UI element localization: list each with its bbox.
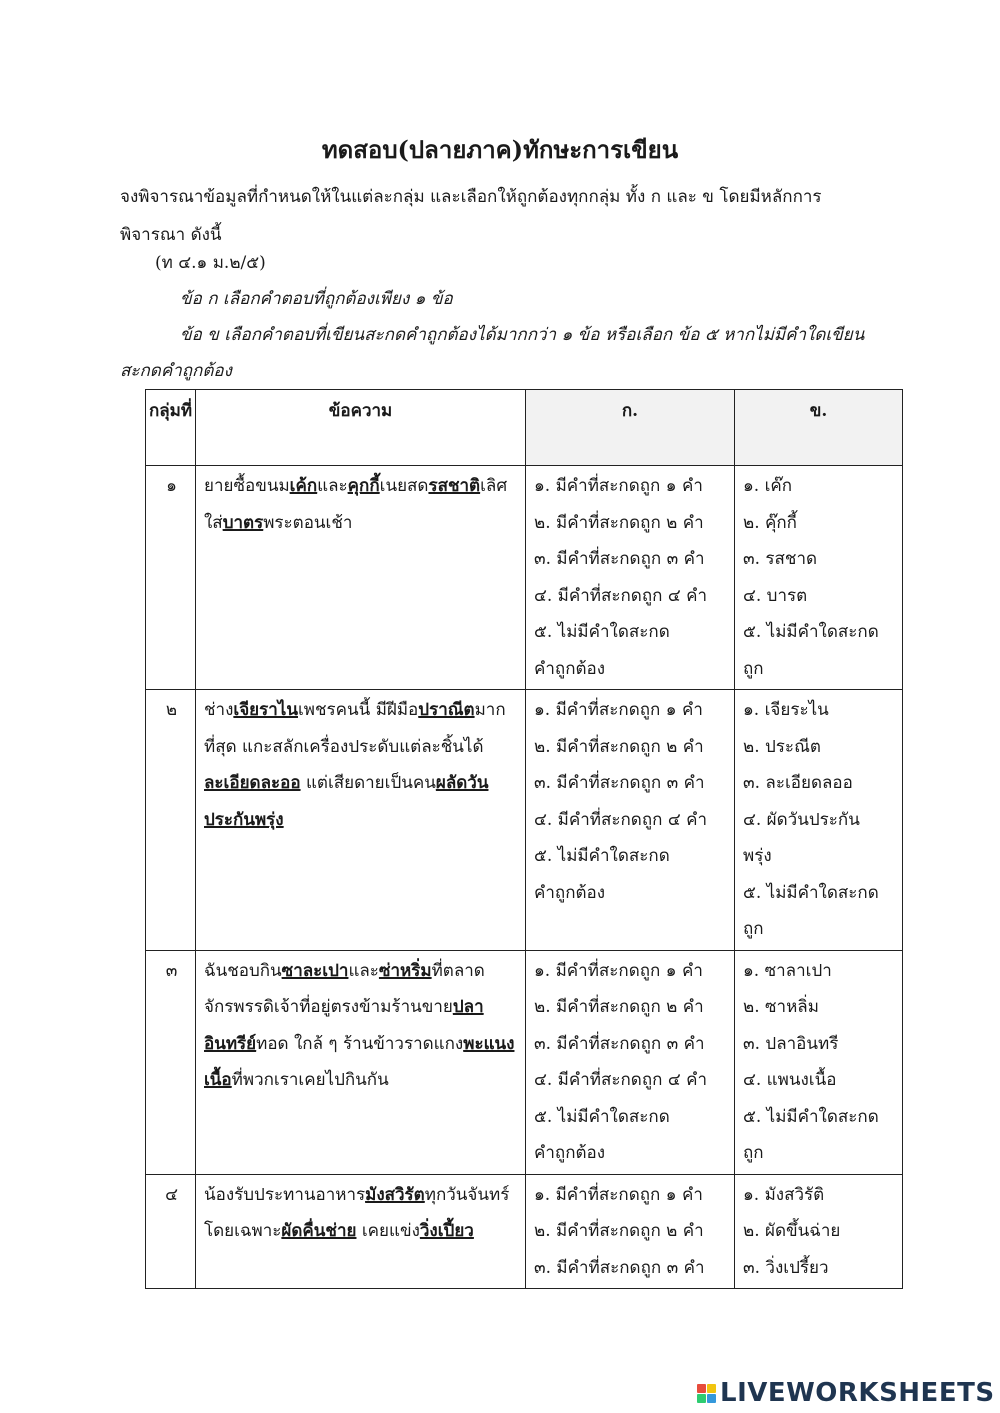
target-word: วิ่งเปี้ยว: [419, 1221, 474, 1241]
option-b[interactable]: ๑. ซาลาเปา: [743, 960, 832, 981]
sentence-text: ยายซื้อขนม: [204, 476, 290, 496]
table-row: [146, 1174, 903, 1289]
liveworksheets-logo: [697, 1376, 995, 1410]
option-a[interactable]: ๓. มีคำที่สะกดถูก ๓ คำ: [534, 549, 705, 569]
option-a[interactable]: ๔. มีคำที่สะกดถูก ๔ คำ: [534, 585, 708, 606]
options-b: [735, 466, 903, 690]
header-text: ข้อความ: [196, 390, 526, 466]
option-b[interactable]: ๕. ไม่มีคำใดสะกดถูก: [743, 1106, 879, 1163]
sentence-text: ที่พวกเราเคยไปกินกัน: [231, 1070, 389, 1090]
option-b[interactable]: ๓. รสชาด: [743, 549, 818, 569]
sentence: [196, 950, 526, 1174]
option-b[interactable]: ๕. ไม่มีคำใดสะกดถูก: [743, 882, 879, 939]
target-word: ปราณีต: [418, 700, 475, 720]
option-a[interactable]: ๔. มีคำที่สะกดถูก ๔ คำ: [534, 1070, 708, 1090]
option-b[interactable]: ๒. ประณีต: [743, 736, 821, 757]
target-word: เค้ก: [289, 476, 318, 496]
target-word: ซาละเปา: [281, 960, 349, 981]
instruction-line-1: จงพิจารณาข้อมูลที่กำหนดให้ในแต่ละกลุ่ม และเลือกให้ถูกต้องทุกกลุ่ม ทั้ง ก และ ข โดยมีหลักการ: [120, 187, 822, 207]
rule-a: ข้อ ก เลือกคำตอบที่ถูกต้องเพียง ๑ ข้อ: [180, 289, 453, 309]
option-b[interactable]: ๔. ผัดวันประกันพรุ่ง: [743, 809, 860, 866]
options-b: [735, 950, 903, 1174]
option-b[interactable]: ๒. ซาหลิ่ม: [743, 997, 819, 1017]
sentence: [196, 466, 526, 690]
option-a[interactable]: ๑. มีคำที่สะกดถูก ๑ คำ: [534, 1184, 703, 1205]
option-b[interactable]: ๑. เค๊ก: [743, 476, 793, 496]
option-b[interactable]: ๓. ละเอียดลออ: [743, 773, 853, 793]
options-a: [526, 466, 735, 690]
target-word: ละเอียดละออ: [204, 773, 301, 793]
options-b: [735, 690, 903, 951]
sentence-text: เคยแข่ง: [356, 1221, 420, 1241]
group-number: ๒: [146, 690, 196, 951]
option-b[interactable]: ๔. แพนงเนื้อ: [743, 1070, 837, 1090]
header-col-a: ก.: [526, 390, 735, 466]
rule-b-continued: สะกดคำถูกต้อง: [120, 361, 232, 381]
target-word: ผลัดวันประกันพรุ่ง: [204, 773, 489, 830]
header-col-b: ข.: [735, 390, 903, 466]
logo-square: [707, 1394, 716, 1403]
sentence-text: มากที่สุด แกะสลักเครื่องประดับแต่ละชิ้นได้: [204, 700, 506, 757]
option-a[interactable]: ๓. มีคำที่สะกดถูก ๓ คำ: [534, 1033, 705, 1054]
question-table: [145, 389, 903, 1289]
options-a: [526, 1174, 735, 1289]
options-a: [526, 950, 735, 1174]
option-b[interactable]: ๒. คุ๊กกี้: [743, 512, 797, 533]
options-a: [526, 690, 735, 951]
option-a[interactable]: ๓. มีคำที่สะกดถูก ๓ คำ: [534, 773, 705, 793]
option-a[interactable]: ๑. มีคำที่สะกดถูก ๑ คำ: [534, 476, 703, 496]
option-b[interactable]: ๕. ไม่มีคำใดสะกดถูก: [743, 622, 879, 679]
option-a[interactable]: ๑. มีคำที่สะกดถูก ๑ คำ: [534, 960, 703, 981]
sentence-text: เนยสด: [379, 476, 429, 496]
group-number: ๑: [146, 466, 196, 690]
option-a[interactable]: ๒. มีคำที่สะกดถูก ๒ คำ: [534, 997, 704, 1017]
sentence-text: เพชรคนนี้ มีฝีมือ: [297, 700, 419, 720]
sentence-text: ช่าง: [204, 700, 234, 720]
options-b: [735, 1174, 903, 1289]
target-word: บาตร: [222, 512, 264, 533]
page-title: ทดสอบ(ปลายภาค)ทักษะการเขียน: [321, 135, 679, 164]
header-group: กลุ่มที่: [146, 390, 196, 466]
instruction-line-2: พิจารณา ดังนี้: [120, 225, 222, 245]
target-word: ผัดคื่นช่าย: [281, 1221, 357, 1241]
option-a[interactable]: ๒. มีคำที่สะกดถูก ๒ คำ: [534, 512, 704, 533]
option-b[interactable]: ๒. ผัดขึ้นฉ่าย: [743, 1221, 841, 1241]
option-a[interactable]: ๕. ไม่มีคำใดสะกดคำถูกต้อง: [534, 1106, 670, 1163]
sentence-text: ที่ตลาดจักรพรรดิเจ้าที่อยู่ตรงข้ามร้านขาย: [204, 960, 485, 1017]
target-word: รสชาติ: [428, 476, 481, 496]
option-a[interactable]: ๒. มีคำที่สะกดถูก ๒ คำ: [534, 736, 704, 757]
option-b[interactable]: ๑. มังสวิรัติ: [743, 1184, 825, 1205]
table-row: [146, 466, 903, 690]
table-row: [146, 950, 903, 1174]
standard-code: (ท ๔.๑ ม.๒/๕): [155, 253, 266, 273]
target-word: ปลาอินทรีย์: [204, 997, 484, 1054]
group-number: ๓: [146, 950, 196, 1174]
logo-square: [697, 1384, 706, 1393]
option-a[interactable]: ๓. มีคำที่สะกดถูก ๓ คำ: [534, 1257, 705, 1278]
option-b[interactable]: ๑. เจียระไน: [743, 700, 829, 720]
sentence-text: ทอด ใกล้ ๆ ร้านข้าวราดแกง: [256, 1033, 464, 1054]
sentence: [196, 690, 526, 951]
table-header-row: [146, 390, 903, 466]
sentence-text: ฉันชอบกิน: [204, 960, 282, 981]
sentence-text: น้องรับประทานอาหาร: [204, 1184, 366, 1205]
group-number: ๔: [146, 1174, 196, 1289]
sentence-text: และ: [348, 960, 379, 981]
target-word: พะแนงเนื้อ: [204, 1033, 515, 1090]
logo-square: [697, 1394, 706, 1403]
target-word: คุกกี้: [347, 476, 380, 496]
sentence-text: ทุกวันจันทร์โดยเฉพาะ: [204, 1184, 510, 1241]
logo-text: LIVEWORKSHEETS: [720, 1378, 995, 1408]
option-a[interactable]: ๕. ไม่มีคำใดสะกดคำถูกต้อง: [534, 622, 670, 679]
option-b[interactable]: ๓. ปลาอินทรี: [743, 1033, 839, 1054]
option-b[interactable]: ๔. บารต: [743, 585, 808, 606]
option-a[interactable]: ๒. มีคำที่สะกดถูก ๒ คำ: [534, 1221, 704, 1241]
option-b[interactable]: ๓. วิ่งเปรี้ยว: [743, 1257, 829, 1278]
target-word: ซ่าหริ่ม: [378, 960, 432, 981]
target-word: เจียราไน: [233, 700, 298, 720]
logo-icon: [697, 1384, 716, 1403]
sentence-text: เลิศใส่: [204, 476, 508, 533]
sentence-text: พระตอนเช้า: [263, 512, 353, 533]
table-row: [146, 690, 903, 951]
instructions: [120, 178, 880, 254]
option-a[interactable]: ๕. ไม่มีคำใดสะกดคำถูกต้อง: [534, 846, 670, 903]
rule-b: ข้อ ข เลือกคำตอบที่เขียนสะกดคำถูกต้องได้มากกว่า ๑ ข้อ หรือเลือก ข้อ ๕ หากไม่มีคำใดเขียน: [180, 325, 865, 345]
sentence-text: แต่เสียดายเป็นคน: [300, 773, 436, 793]
sentence-text: และ: [317, 476, 348, 496]
logo-square: [707, 1384, 716, 1393]
option-a[interactable]: ๑. มีคำที่สะกดถูก ๑ คำ: [534, 700, 703, 720]
option-a[interactable]: ๔. มีคำที่สะกดถูก ๔ คำ: [534, 809, 708, 830]
sentence: [196, 1174, 526, 1289]
target-word: มังสวิรัต: [365, 1184, 425, 1205]
